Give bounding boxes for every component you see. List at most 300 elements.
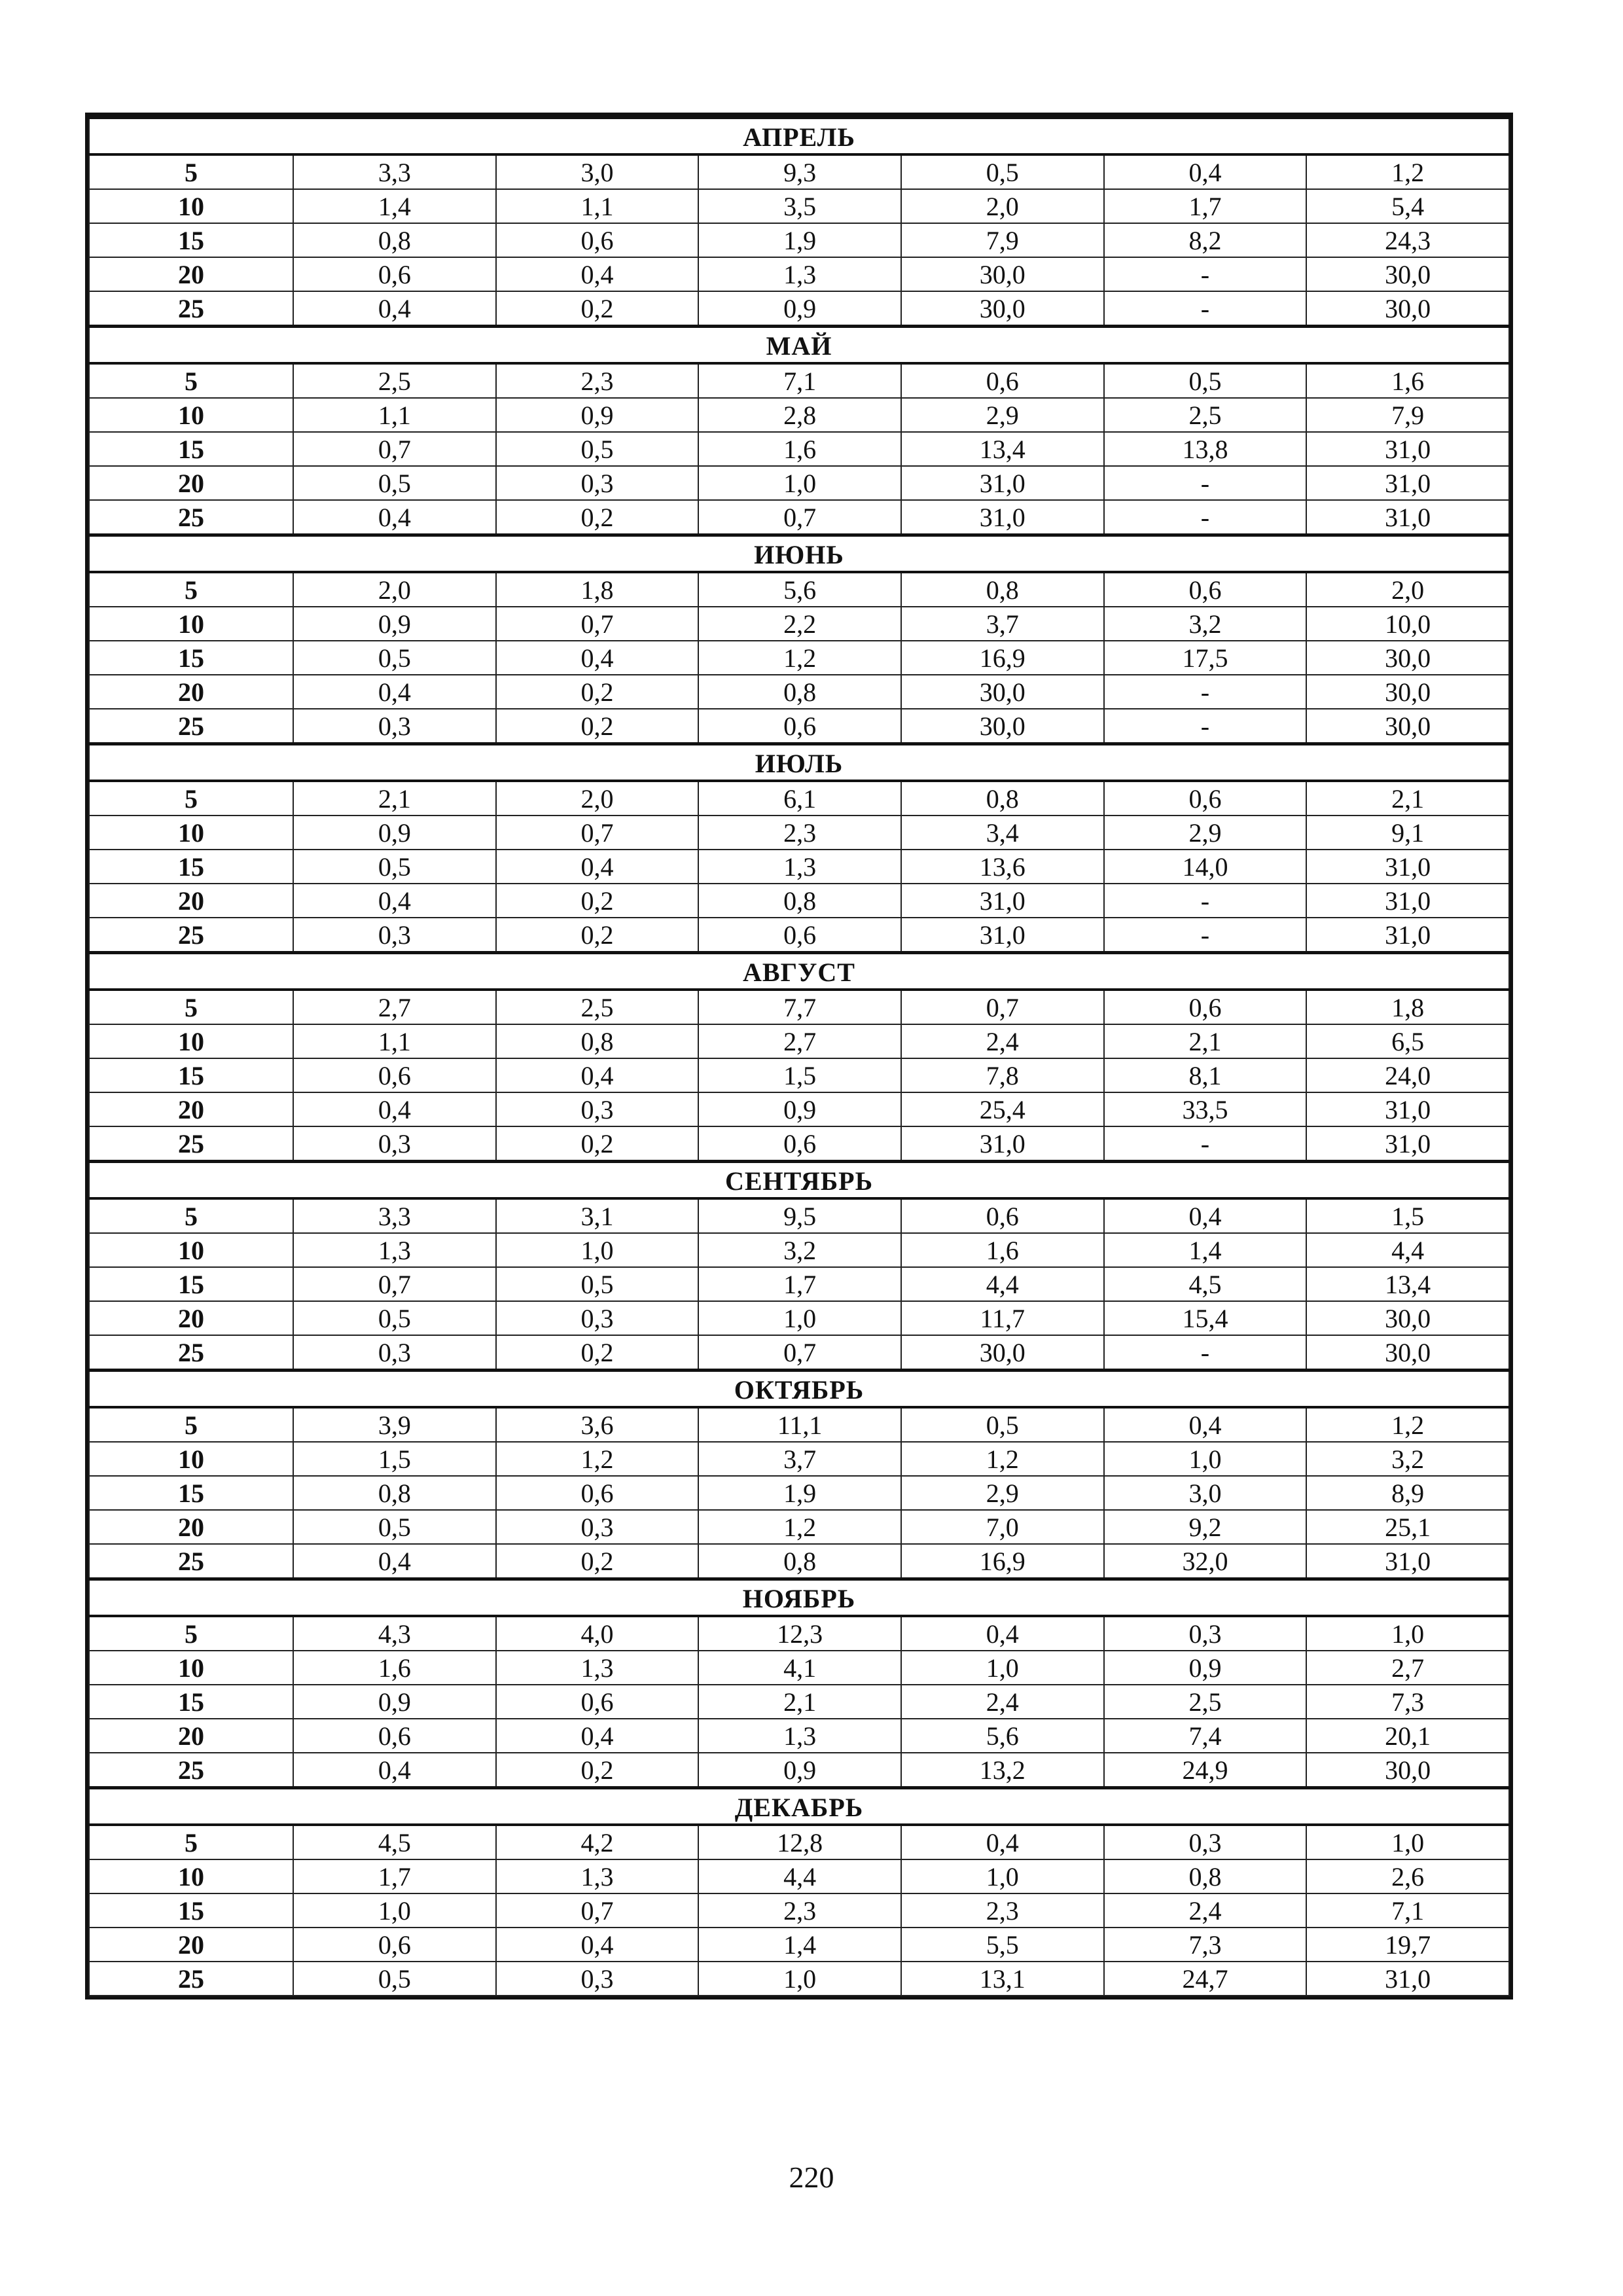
value-cell: 0,5 <box>293 1962 496 1996</box>
value-cell: 0,8 <box>496 1024 699 1058</box>
row-label-cell: 25 <box>89 1544 293 1579</box>
value-cell: 0,9 <box>1104 1651 1307 1685</box>
value-cell: 3,0 <box>1104 1476 1307 1510</box>
value-cell: 1,7 <box>1104 189 1307 223</box>
value-cell: 2,1 <box>698 1685 901 1719</box>
value-cell: 13,1 <box>901 1962 1104 1996</box>
month-header-row <box>89 1371 1509 1408</box>
value-cell: 0,5 <box>496 432 699 466</box>
value-cell: 0,2 <box>496 884 699 918</box>
value-cell: - <box>1104 884 1307 918</box>
value-cell: 8,9 <box>1306 1476 1509 1510</box>
value-cell: 1,2 <box>698 641 901 675</box>
value-cell: 4,0 <box>496 1616 699 1651</box>
value-cell: 1,0 <box>496 1233 699 1267</box>
value-cell: 13,8 <box>1104 432 1307 466</box>
table-row <box>89 223 1509 257</box>
month-header-row <box>89 953 1509 990</box>
value-cell: 14,0 <box>1104 850 1307 884</box>
table-body <box>89 118 1509 1996</box>
table-row <box>89 607 1509 641</box>
table-row <box>89 1335 1509 1371</box>
value-cell: 7,7 <box>698 990 901 1024</box>
value-cell: 2,1 <box>1104 1024 1307 1058</box>
value-cell: 0,4 <box>901 1825 1104 1859</box>
value-cell: 1,0 <box>1306 1616 1509 1651</box>
value-cell: 0,3 <box>293 1126 496 1162</box>
value-cell: 0,4 <box>1104 1407 1307 1442</box>
value-cell: 0,4 <box>293 675 496 709</box>
value-cell: 7,0 <box>901 1510 1104 1544</box>
value-cell: 0,8 <box>901 781 1104 816</box>
value-cell: 3,2 <box>698 1233 901 1267</box>
value-cell: 3,5 <box>698 189 901 223</box>
value-cell: 0,8 <box>293 223 496 257</box>
table-row <box>89 257 1509 291</box>
value-cell: 16,9 <box>901 641 1104 675</box>
value-cell: 30,0 <box>901 675 1104 709</box>
value-cell: 30,0 <box>901 257 1104 291</box>
value-cell: 0,4 <box>496 1928 699 1962</box>
value-cell: 30,0 <box>1306 1753 1509 1788</box>
value-cell: 1,7 <box>698 1267 901 1301</box>
value-cell: 1,4 <box>293 189 496 223</box>
value-cell: 2,3 <box>698 1893 901 1928</box>
value-cell: 2,3 <box>496 363 699 398</box>
value-cell: 0,5 <box>901 1407 1104 1442</box>
data-table-frame <box>85 113 1513 2000</box>
value-cell: 3,0 <box>496 154 699 189</box>
value-cell: 31,0 <box>901 918 1104 953</box>
value-cell: 1,6 <box>901 1233 1104 1267</box>
value-cell: 0,4 <box>293 1092 496 1126</box>
table-row <box>89 1719 1509 1753</box>
value-cell: 19,7 <box>1306 1928 1509 1962</box>
table-row <box>89 1407 1509 1442</box>
value-cell: 31,0 <box>1306 1126 1509 1162</box>
value-cell: 31,0 <box>1306 918 1509 953</box>
value-cell: 0,5 <box>1104 363 1307 398</box>
value-cell: 0,9 <box>293 1685 496 1719</box>
row-label-cell: 5 <box>89 154 293 189</box>
table-row <box>89 466 1509 500</box>
table-row <box>89 1024 1509 1058</box>
row-label-cell: 10 <box>89 1859 293 1893</box>
value-cell: 13,2 <box>901 1753 1104 1788</box>
value-cell: 30,0 <box>901 709 1104 744</box>
value-cell: 3,9 <box>293 1407 496 1442</box>
value-cell: 7,3 <box>1104 1928 1307 1962</box>
table-row <box>89 816 1509 850</box>
value-cell: 2,8 <box>698 398 901 432</box>
month-header-row <box>89 1579 1509 1617</box>
value-cell: 2,7 <box>1306 1651 1509 1685</box>
value-cell: 4,2 <box>496 1825 699 1859</box>
row-label-cell: 20 <box>89 1510 293 1544</box>
value-cell: 0,7 <box>698 1335 901 1371</box>
value-cell: 1,8 <box>496 572 699 607</box>
month-header-row <box>89 744 1509 781</box>
value-cell: 1,9 <box>698 223 901 257</box>
value-cell: 1,2 <box>1306 1407 1509 1442</box>
value-cell: 1,0 <box>1306 1825 1509 1859</box>
month-title: ИЮНЬ <box>89 535 1509 573</box>
value-cell: 2,0 <box>1306 572 1509 607</box>
row-label-cell: 10 <box>89 1233 293 1267</box>
value-cell: 31,0 <box>1306 884 1509 918</box>
value-cell: 0,8 <box>901 572 1104 607</box>
table-row <box>89 850 1509 884</box>
value-cell: 31,0 <box>901 1126 1104 1162</box>
value-cell: 1,3 <box>698 257 901 291</box>
value-cell: 0,3 <box>496 1962 699 1996</box>
month-header-row <box>89 118 1509 155</box>
value-cell: 7,1 <box>1306 1893 1509 1928</box>
row-label-cell: 25 <box>89 500 293 535</box>
value-cell: - <box>1104 291 1307 327</box>
table-row <box>89 675 1509 709</box>
value-cell: 0,6 <box>496 223 699 257</box>
table-row <box>89 1058 1509 1092</box>
value-cell: 1,3 <box>293 1233 496 1267</box>
value-cell: 0,9 <box>496 398 699 432</box>
table-row <box>89 1233 1509 1267</box>
table-row <box>89 398 1509 432</box>
value-cell: 13,6 <box>901 850 1104 884</box>
value-cell: 1,0 <box>901 1859 1104 1893</box>
value-cell: 0,7 <box>698 500 901 535</box>
value-cell: 0,4 <box>901 1616 1104 1651</box>
value-cell: 1,1 <box>293 398 496 432</box>
value-cell: 0,4 <box>293 1544 496 1579</box>
value-cell: 1,2 <box>496 1442 699 1476</box>
value-cell: 2,2 <box>698 607 901 641</box>
value-cell: 0,6 <box>698 709 901 744</box>
value-cell: 1,4 <box>1104 1233 1307 1267</box>
value-cell: 0,2 <box>496 1753 699 1788</box>
value-cell: 2,9 <box>901 1476 1104 1510</box>
value-cell: 7,4 <box>1104 1719 1307 1753</box>
value-cell: 0,2 <box>496 1335 699 1371</box>
value-cell: - <box>1104 1335 1307 1371</box>
table-row <box>89 432 1509 466</box>
value-cell: 11,1 <box>698 1407 901 1442</box>
value-cell: 7,8 <box>901 1058 1104 1092</box>
row-label-cell: 20 <box>89 1301 293 1335</box>
value-cell: 0,5 <box>293 850 496 884</box>
value-cell: 0,4 <box>1104 154 1307 189</box>
value-cell: 3,7 <box>901 607 1104 641</box>
table-row <box>89 709 1509 744</box>
row-label-cell: 15 <box>89 432 293 466</box>
value-cell: - <box>1104 918 1307 953</box>
value-cell: 4,5 <box>1104 1267 1307 1301</box>
value-cell: 30,0 <box>1306 1301 1509 1335</box>
value-cell: 3,4 <box>901 816 1104 850</box>
value-cell: 0,5 <box>293 1510 496 1544</box>
value-cell: 1,4 <box>698 1928 901 1962</box>
value-cell: - <box>1104 257 1307 291</box>
value-cell: 1,0 <box>698 1301 901 1335</box>
value-cell: 0,3 <box>293 1335 496 1371</box>
table-row <box>89 1126 1509 1162</box>
row-label-cell: 5 <box>89 1616 293 1651</box>
value-cell: 0,6 <box>1104 572 1307 607</box>
value-cell: 0,8 <box>698 1544 901 1579</box>
value-cell: 0,4 <box>496 1058 699 1092</box>
month-title: ОКТЯБРЬ <box>89 1371 1509 1408</box>
row-label-cell: 15 <box>89 850 293 884</box>
value-cell: 0,6 <box>293 1928 496 1962</box>
value-cell: 0,4 <box>496 1719 699 1753</box>
table-row <box>89 918 1509 953</box>
value-cell: 30,0 <box>1306 709 1509 744</box>
value-cell: 0,8 <box>698 675 901 709</box>
row-label-cell: 15 <box>89 1476 293 1510</box>
value-cell: 0,5 <box>901 154 1104 189</box>
page-number: 220 <box>789 2161 834 2194</box>
row-label-cell: 15 <box>89 1058 293 1092</box>
table-row <box>89 363 1509 398</box>
value-cell: 17,5 <box>1104 641 1307 675</box>
value-cell: 4,3 <box>293 1616 496 1651</box>
value-cell: 0,3 <box>1104 1825 1307 1859</box>
table-row <box>89 1825 1509 1859</box>
value-cell: 0,2 <box>496 709 699 744</box>
value-cell: 6,1 <box>698 781 901 816</box>
value-cell: 0,3 <box>1104 1616 1307 1651</box>
value-cell: 31,0 <box>1306 432 1509 466</box>
table-row <box>89 1928 1509 1962</box>
value-cell: 11,7 <box>901 1301 1104 1335</box>
row-label-cell: 15 <box>89 223 293 257</box>
value-cell: 4,4 <box>1306 1233 1509 1267</box>
value-cell: 1,5 <box>1306 1198 1509 1233</box>
value-cell: 5,6 <box>901 1719 1104 1753</box>
value-cell: 1,5 <box>698 1058 901 1092</box>
value-cell: 24,7 <box>1104 1962 1307 1996</box>
value-cell: 0,6 <box>1104 781 1307 816</box>
value-cell: 24,0 <box>1306 1058 1509 1092</box>
value-cell: 1,7 <box>293 1859 496 1893</box>
value-cell: 0,6 <box>698 918 901 953</box>
value-cell: 0,6 <box>293 1719 496 1753</box>
value-cell: 30,0 <box>901 1335 1104 1371</box>
row-label-cell: 20 <box>89 884 293 918</box>
table-row <box>89 1616 1509 1651</box>
month-title: МАЙ <box>89 327 1509 364</box>
value-cell: 2,9 <box>901 398 1104 432</box>
value-cell: 12,8 <box>698 1825 901 1859</box>
table-row <box>89 1267 1509 1301</box>
value-cell: 13,4 <box>1306 1267 1509 1301</box>
value-cell: 1,8 <box>1306 990 1509 1024</box>
value-cell: 5,5 <box>901 1928 1104 1962</box>
value-cell: 0,6 <box>901 1198 1104 1233</box>
table-row <box>89 1651 1509 1685</box>
value-cell: 31,0 <box>1306 1544 1509 1579</box>
monthly-data-table <box>88 116 1510 1996</box>
value-cell: 24,3 <box>1306 223 1509 257</box>
value-cell: 7,1 <box>698 363 901 398</box>
value-cell: 1,6 <box>698 432 901 466</box>
value-cell: 1,3 <box>496 1651 699 1685</box>
value-cell: 2,6 <box>1306 1859 1509 1893</box>
row-label-cell: 5 <box>89 572 293 607</box>
value-cell: 25,1 <box>1306 1510 1509 1544</box>
value-cell: 1,3 <box>698 1719 901 1753</box>
value-cell: 30,0 <box>1306 641 1509 675</box>
value-cell: 1,2 <box>901 1442 1104 1476</box>
value-cell: 8,2 <box>1104 223 1307 257</box>
value-cell: 0,3 <box>496 1510 699 1544</box>
row-label-cell: 5 <box>89 363 293 398</box>
value-cell: 1,0 <box>698 1962 901 1996</box>
row-label-cell: 25 <box>89 1962 293 1996</box>
value-cell: 0,3 <box>496 466 699 500</box>
value-cell: 31,0 <box>901 466 1104 500</box>
row-label-cell: 25 <box>89 1335 293 1371</box>
value-cell: 13,4 <box>901 432 1104 466</box>
value-cell: 1,6 <box>1306 363 1509 398</box>
value-cell: 2,0 <box>496 781 699 816</box>
month-title: СЕНТЯБРЬ <box>89 1162 1509 1199</box>
value-cell: 1,3 <box>496 1859 699 1893</box>
value-cell: 0,6 <box>293 1058 496 1092</box>
value-cell: 0,6 <box>901 363 1104 398</box>
value-cell: 5,4 <box>1306 189 1509 223</box>
value-cell: 4,4 <box>901 1267 1104 1301</box>
value-cell: 0,9 <box>293 607 496 641</box>
row-label-cell: 5 <box>89 1825 293 1859</box>
table-row <box>89 1301 1509 1335</box>
value-cell: 0,2 <box>496 291 699 327</box>
row-label-cell: 10 <box>89 816 293 850</box>
month-title: ИЮЛЬ <box>89 744 1509 781</box>
value-cell: 3,2 <box>1306 1442 1509 1476</box>
row-label-cell: 10 <box>89 1024 293 1058</box>
value-cell: 4,4 <box>698 1859 901 1893</box>
row-label-cell: 20 <box>89 1719 293 1753</box>
value-cell: 1,6 <box>293 1651 496 1685</box>
value-cell: 1,0 <box>901 1651 1104 1685</box>
table-row <box>89 1544 1509 1579</box>
value-cell: 12,3 <box>698 1616 901 1651</box>
value-cell: 1,5 <box>293 1442 496 1476</box>
value-cell: 15,4 <box>1104 1301 1307 1335</box>
value-cell: - <box>1104 675 1307 709</box>
value-cell: 30,0 <box>1306 291 1509 327</box>
value-cell: 1,0 <box>1104 1442 1307 1476</box>
value-cell: 0,3 <box>496 1301 699 1335</box>
value-cell: 0,6 <box>496 1685 699 1719</box>
value-cell: 0,4 <box>496 641 699 675</box>
value-cell: 2,9 <box>1104 816 1307 850</box>
value-cell: 0,4 <box>496 257 699 291</box>
value-cell: 0,4 <box>293 291 496 327</box>
row-label-cell: 15 <box>89 1685 293 1719</box>
table-row <box>89 1476 1509 1510</box>
value-cell: 9,1 <box>1306 816 1509 850</box>
value-cell: 0,2 <box>496 1544 699 1579</box>
value-cell: 1,1 <box>496 189 699 223</box>
value-cell: 0,2 <box>496 500 699 535</box>
table-row <box>89 500 1509 535</box>
value-cell: 31,0 <box>901 500 1104 535</box>
month-header-row <box>89 327 1509 364</box>
value-cell: 2,7 <box>698 1024 901 1058</box>
value-cell: 20,1 <box>1306 1719 1509 1753</box>
value-cell: 2,4 <box>901 1024 1104 1058</box>
value-cell: 0,9 <box>698 1753 901 1788</box>
table-row <box>89 189 1509 223</box>
value-cell: 3,3 <box>293 154 496 189</box>
value-cell: 0,2 <box>496 675 699 709</box>
value-cell: 0,9 <box>698 1092 901 1126</box>
value-cell: 0,7 <box>901 990 1104 1024</box>
value-cell: 16,9 <box>901 1544 1104 1579</box>
table-row <box>89 1510 1509 1544</box>
value-cell: 0,5 <box>293 641 496 675</box>
value-cell: 4,1 <box>698 1651 901 1685</box>
month-header-row <box>89 1788 1509 1825</box>
value-cell: 8,1 <box>1104 1058 1307 1092</box>
value-cell: 31,0 <box>901 884 1104 918</box>
value-cell: 2,0 <box>901 189 1104 223</box>
value-cell: 2,1 <box>293 781 496 816</box>
row-label-cell: 5 <box>89 990 293 1024</box>
value-cell: 3,6 <box>496 1407 699 1442</box>
value-cell: 2,3 <box>901 1893 1104 1928</box>
value-cell: 24,9 <box>1104 1753 1307 1788</box>
table-row <box>89 990 1509 1024</box>
value-cell: 2,1 <box>1306 781 1509 816</box>
row-label-cell: 5 <box>89 1407 293 1442</box>
value-cell: 32,0 <box>1104 1544 1307 1579</box>
value-cell: 9,5 <box>698 1198 901 1233</box>
value-cell: 5,6 <box>698 572 901 607</box>
value-cell: 1,2 <box>698 1510 901 1544</box>
value-cell: 1,2 <box>1306 154 1509 189</box>
value-cell: 0,6 <box>293 257 496 291</box>
row-label-cell: 5 <box>89 781 293 816</box>
value-cell: 3,2 <box>1104 607 1307 641</box>
row-label-cell: 25 <box>89 918 293 953</box>
row-label-cell: 20 <box>89 1928 293 1962</box>
table-row <box>89 572 1509 607</box>
value-cell: 31,0 <box>1306 850 1509 884</box>
row-label-cell: 15 <box>89 1267 293 1301</box>
value-cell: 7,9 <box>901 223 1104 257</box>
value-cell: 9,3 <box>698 154 901 189</box>
value-cell: 30,0 <box>1306 675 1509 709</box>
value-cell: 0,9 <box>293 816 496 850</box>
row-label-cell: 20 <box>89 1092 293 1126</box>
row-label-cell: 20 <box>89 466 293 500</box>
value-cell: 2,5 <box>496 990 699 1024</box>
value-cell: 6,5 <box>1306 1024 1509 1058</box>
table-row <box>89 1198 1509 1233</box>
value-cell: 0,9 <box>698 291 901 327</box>
value-cell: 30,0 <box>1306 257 1509 291</box>
table-row <box>89 1092 1509 1126</box>
row-label-cell: 15 <box>89 641 293 675</box>
value-cell: 2,4 <box>901 1685 1104 1719</box>
value-cell: 0,5 <box>293 466 496 500</box>
value-cell: 0,4 <box>293 884 496 918</box>
table-row <box>89 1685 1509 1719</box>
value-cell: 0,7 <box>293 1267 496 1301</box>
